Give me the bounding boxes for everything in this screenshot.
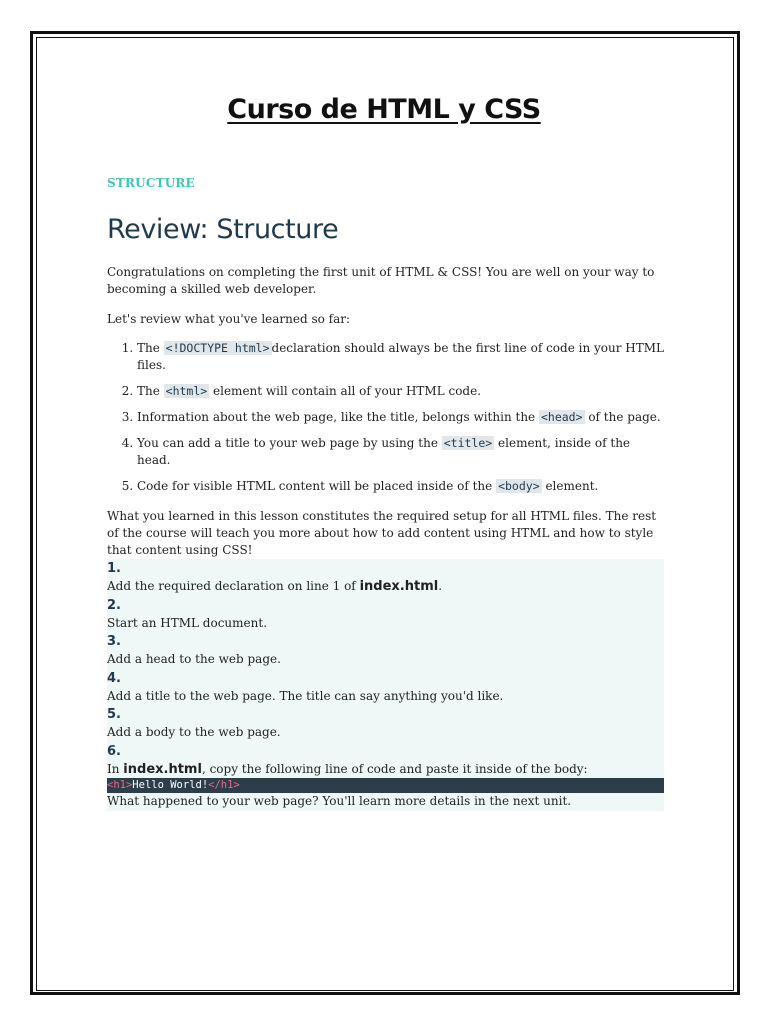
step-text: In index.html, copy the following line of code and paste it inside of the body: bbox=[107, 761, 588, 777]
summary-paragraph: What you learned in this lesson constitutes the required setup for all HTML files. The rest of the course will teach you more about how to add content using HTML and how to style that content using CSS! bbox=[107, 509, 657, 557]
step-number: 5. bbox=[107, 707, 121, 722]
section-kicker: STRUCTURE bbox=[107, 176, 195, 190]
step-number: 2. bbox=[107, 597, 121, 613]
code-open-tag: <h1> bbox=[107, 779, 133, 791]
step-text: Add a head to the web page. bbox=[107, 652, 281, 666]
inline-code: <!DOCTYPE html> bbox=[165, 341, 270, 355]
step-text: Add the required declaration on line 1 of index.html. bbox=[107, 579, 443, 594]
closing-text: What happened to your web page? You'll learn more details in the next unit. bbox=[107, 794, 572, 808]
review-list bbox=[107, 340, 664, 495]
inline-code: <head> bbox=[540, 410, 583, 424]
code-close-tag: </h1> bbox=[208, 779, 240, 791]
list-item: 5. Code for visible HTML content will be placed inside of the <body> element. bbox=[137, 478, 664, 495]
list-item: 1. The <!DOCTYPE html> declaration should always be the first line of code in your HTML files. bbox=[137, 340, 664, 374]
lesson-content bbox=[107, 176, 664, 811]
step-number: 6. bbox=[107, 743, 121, 759]
step-number: 4. bbox=[107, 670, 121, 686]
step-text: Add a title to the web page. The title can say anything you'd like. bbox=[107, 688, 504, 703]
step-text: Start an HTML document. bbox=[107, 615, 268, 630]
intro-paragraph: Congratulations on completing the first unit of HTML & CSS! You are well on your way to becoming a skilled web developer. bbox=[107, 265, 655, 296]
filename: index.html bbox=[359, 579, 439, 594]
lesson-heading: Review: Structure bbox=[107, 214, 339, 245]
filename: index.html bbox=[123, 761, 202, 777]
step-text: Add a body to the web page. bbox=[107, 725, 281, 739]
inline-code: <body> bbox=[498, 479, 540, 493]
instructions-block bbox=[107, 559, 664, 811]
document-title: Curso de HTML y CSS bbox=[227, 94, 541, 125]
list-item: 3. Information about the web page, like the title, belongs within the <head> of the page. bbox=[137, 409, 664, 426]
code-snippet bbox=[107, 778, 664, 793]
review-lead: Let's review what you've learned so far: bbox=[107, 312, 351, 326]
inline-code: <title> bbox=[443, 436, 493, 450]
inline-code: <html> bbox=[165, 384, 208, 398]
step-number: 3. bbox=[107, 634, 121, 649]
step-number: 1. bbox=[107, 561, 121, 576]
list-item: 2. The <html> element will contain all of your HTML code. bbox=[137, 383, 664, 400]
code-text: Hello World! bbox=[132, 779, 209, 791]
list-item: 4. You can add a title to your web page by using the <title> element, inside of the head. bbox=[137, 435, 664, 469]
